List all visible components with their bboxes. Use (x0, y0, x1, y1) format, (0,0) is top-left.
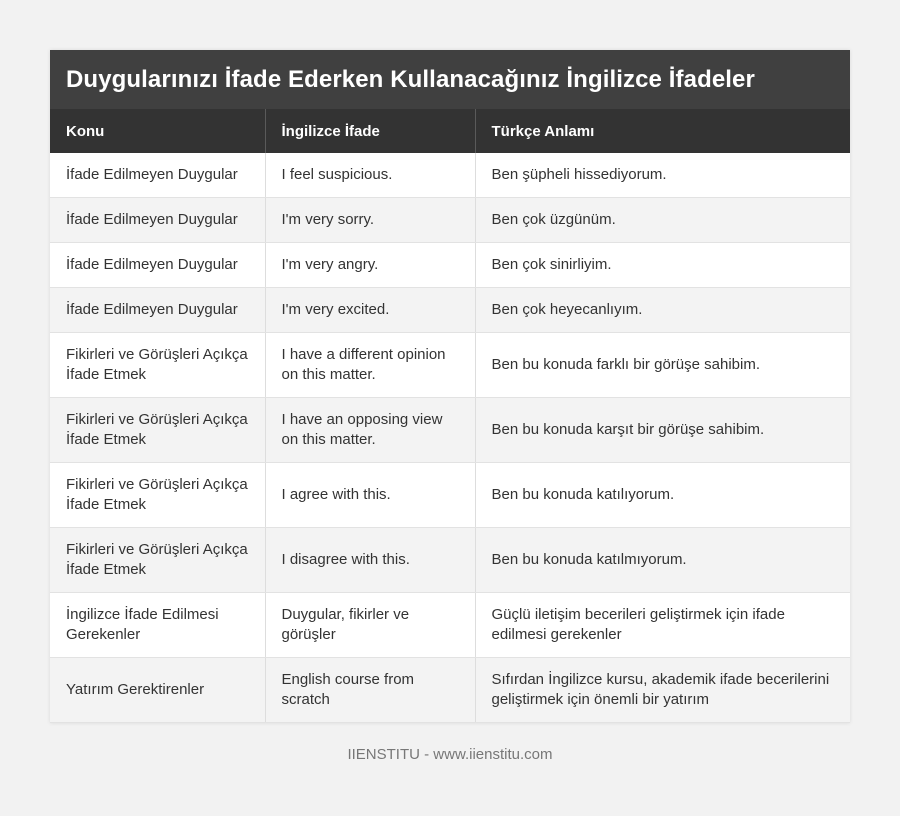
table-row (50, 593, 850, 658)
cell-english: Duygular, fikirler ve görüşler (265, 593, 475, 658)
cell-english: I'm very excited. (265, 288, 475, 333)
header-konu: Konu (50, 109, 265, 153)
cell-english: I'm very sorry. (265, 198, 475, 243)
cell-topic: İfade Edilmeyen Duygular (50, 153, 265, 198)
table-title: Duygularınızı İfade Ederken Kullanacağınız İngilizce İfadeler (50, 50, 850, 109)
cell-topic: İfade Edilmeyen Duygular (50, 288, 265, 333)
footer-credit: IIENSTITU - www.iienstitu.com (347, 746, 553, 763)
cell-turkish: Sıfırdan İngilizce kursu, akademik ifade becerilerini geliştirmek için önemli bir yatırım (475, 658, 850, 723)
table-row (50, 658, 850, 723)
table-row (50, 243, 850, 288)
cell-topic: İfade Edilmeyen Duygular (50, 198, 265, 243)
table-row (50, 153, 850, 198)
cell-english: English course from scratch (265, 658, 475, 723)
cell-english: I have an opposing view on this matter. (265, 398, 475, 463)
table-body (50, 153, 850, 723)
table-row (50, 333, 850, 398)
cell-topic: Fikirleri ve Görüşleri Açıkça İfade Etmek (50, 398, 265, 463)
cell-turkish: Ben çok üzgünüm. (475, 198, 850, 243)
cell-turkish: Ben bu konuda karşıt bir görüşe sahibim. (475, 398, 850, 463)
cell-topic: Fikirleri ve Görüşleri Açıkça İfade Etmek (50, 333, 265, 398)
cell-english: I'm very angry. (265, 243, 475, 288)
table-row (50, 463, 850, 528)
cell-turkish: Ben bu konuda farklı bir görüşe sahibim. (475, 333, 850, 398)
phrases-table (50, 109, 850, 723)
header-ingilizce-ifade: İngilizce İfade (265, 109, 475, 153)
cell-turkish: Ben bu konuda katılmıyorum. (475, 528, 850, 593)
cell-topic: Fikirleri ve Görüşleri Açıkça İfade Etmek (50, 463, 265, 528)
header-row (50, 109, 850, 153)
cell-topic: İngilizce İfade Edilmesi Gerekenler (50, 593, 265, 658)
cell-turkish: Ben şüpheli hissediyorum. (475, 153, 850, 198)
table-header (50, 109, 850, 153)
cell-english: I agree with this. (265, 463, 475, 528)
table-card (50, 50, 850, 723)
cell-turkish: Ben çok sinirliyim. (475, 243, 850, 288)
cell-english: I feel suspicious. (265, 153, 475, 198)
cell-turkish: Ben çok heyecanlıyım. (475, 288, 850, 333)
cell-turkish: Ben bu konuda katılıyorum. (475, 463, 850, 528)
cell-english: I have a different opinion on this matter. (265, 333, 475, 398)
table-row (50, 398, 850, 463)
cell-english: I disagree with this. (265, 528, 475, 593)
header-turkce-anlami: Türkçe Anlamı (475, 109, 850, 153)
cell-topic: Yatırım Gerektirenler (50, 658, 265, 723)
table-row (50, 528, 850, 593)
cell-topic: Fikirleri ve Görüşleri Açıkça İfade Etmek (50, 528, 265, 593)
cell-turkish: Güçlü iletişim becerileri geliştirmek için ifade edilmesi gerekenler (475, 593, 850, 658)
cell-topic: İfade Edilmeyen Duygular (50, 243, 265, 288)
table-row (50, 288, 850, 333)
table-row (50, 198, 850, 243)
